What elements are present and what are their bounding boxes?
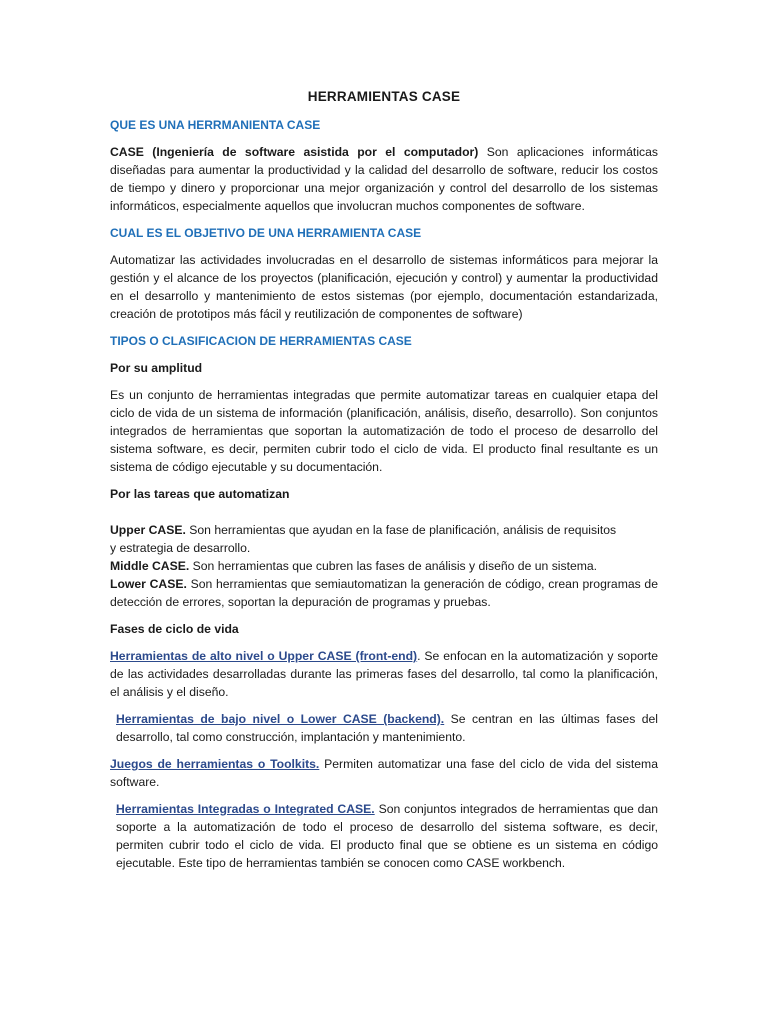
paragraph-middle-case — [110, 557, 658, 575]
paragraph-lower-case — [110, 575, 658, 611]
link-upper-case-tools[interactable]: Herramientas de alto nivel o Upper CASE (front-end) — [110, 649, 418, 663]
document-page — [110, 88, 658, 881]
upper-case-text: Son herramientas que ayudan en la fase de planificación, análisis de requisitos — [185, 523, 617, 537]
lower-case-label: Lower CASE. — [110, 577, 187, 591]
link-lower-case-tools[interactable]: Herramientas de bajo nivel o Lower CASE (backend). — [116, 712, 445, 726]
paragraph-lower-tools — [110, 710, 658, 746]
link-integrated-case[interactable]: Herramientas Integradas o Integrated CASE. — [116, 802, 375, 816]
paragraph-amplitude: Es un conjunto de herramientas integradas que permite automatizar tareas en cualquier etapa del ciclo de vida de un sistema de información (planificación, análisis, diseño, desarrollo). Son conjuntos integrados de herramientas que soportan la automatización de todo el proceso de desarrollo del sistema software, es decir, permiten cubrir todo el ciclo de vida. El producto final resultante es un sistema de código ejecutable y su documentación. — [110, 388, 658, 474]
paragraph-upper-tools — [110, 647, 658, 701]
upper-tools-text: . Se enfocan en la automatización y soporte de las actividades desarrolladas durante las primeras fases del desarrollo, tal como la planificación, el análisis y el diseño. — [110, 649, 658, 699]
integrated-tools-text: Son conjuntos integrados de herramientas que dan soporte a la automatización de todo el proceso de desarrollo del sistema software, es decir, permiten cubrir todo el ciclo de vida. El producto final que se obtiene es un sistema en código ejecutable. Este tipo de herramientas también se conocen como CASE workbench. — [116, 802, 659, 870]
middle-case-text: Son herramientas que cubren las fases de análisis y diseño de un sistema. — [189, 559, 598, 573]
paragraph-what-is — [110, 143, 658, 215]
paragraph-integrated-tools — [110, 800, 658, 872]
heading-types: TIPOS O CLASIFICACION DE HERRAMIENTAS CASE — [110, 334, 412, 348]
toolkits-text: Permiten automatizar una fase del ciclo de vida del sistema software. — [110, 757, 658, 789]
heading-what-is: QUE ES UNA HERRMANIENTA CASE — [110, 118, 321, 132]
lower-case-text: Son herramientas que semiautomatizan la generación de código, crean programas de detección de errores, soportan la depuración de programas y pruebas. — [110, 577, 658, 609]
subheading-tasks: Por las tareas que automatizan — [110, 487, 290, 501]
paragraph-objective: Automatizar las actividades involucradas en el desarrollo de sistemas informáticos para mejorar la gestión y el alcance de los proyectos (planificación, ejecución y control) y aumentar la productividad en el desarrollo y mantenimiento de estos sistemas (por ejemplo, documentación estandarizada, creación de prototipos más fácil y reutilización de componentes de software) — [110, 253, 658, 321]
subheading-amplitude: Por su amplitud — [110, 361, 203, 375]
middle-case-label: Middle CASE. — [110, 559, 190, 573]
case-definition-lead: CASE (Ingeniería de software asistida por el computador) — [110, 145, 479, 159]
lower-tools-text: Se centran en las últimas fases del desarrollo, tal como construcción, implantación y mantenimiento. — [116, 712, 658, 744]
paragraph-toolkits — [110, 755, 658, 791]
document-title: HERRAMIENTAS CASE — [307, 89, 461, 104]
subheading-phases: Fases de ciclo de vida — [110, 622, 239, 636]
heading-objective: CUAL ES EL OBJETIVO DE UNA HERRAMIENTA CASE — [110, 226, 422, 240]
paragraph-upper-case — [110, 521, 658, 557]
upper-case-label: Upper CASE. — [110, 523, 186, 537]
case-definition-text: Son aplicaciones informáticas diseñadas para aumentar la productividad y la calidad del desarrollo de software, reducir los costos de tiempo y dinero y proporcionar una mejor organización y control del desarrollo de los sistemas informáticos, especialmente aquellos que involucran muchos componentes de software. — [110, 145, 658, 213]
upper-case-text-continued: y estrategia de desarrollo. — [110, 541, 251, 555]
link-toolkits[interactable]: Juegos de herramientas o Toolkits. — [110, 757, 320, 771]
